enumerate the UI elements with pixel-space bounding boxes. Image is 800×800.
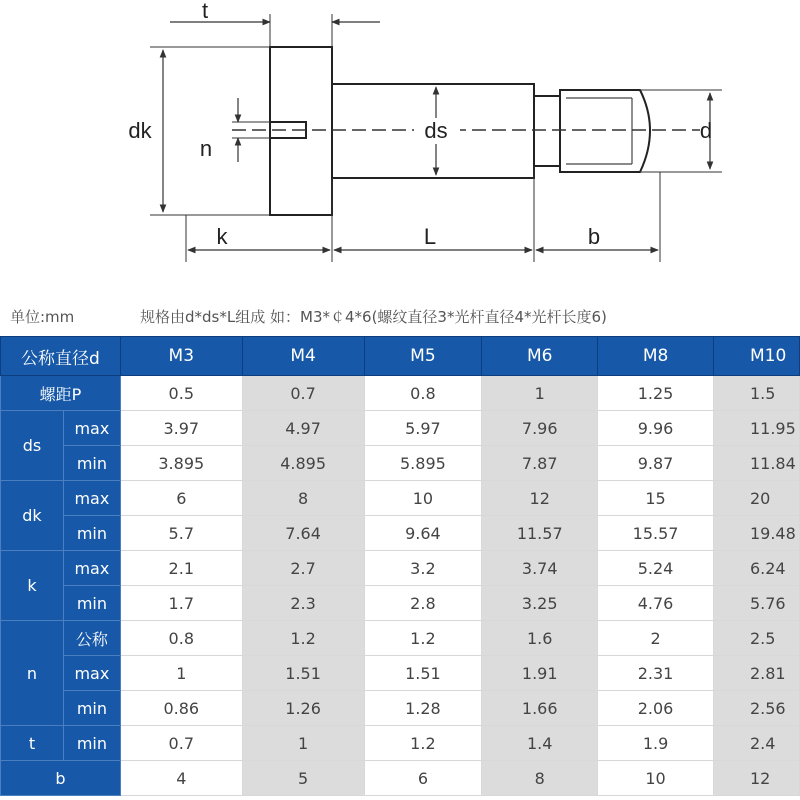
table-cell: 1.4: [482, 726, 598, 761]
header-size: M10: [713, 337, 799, 376]
table-cell: 9.96: [598, 411, 714, 446]
table-cell: 1.26: [242, 691, 364, 726]
table-cell: 2.4: [713, 726, 799, 761]
table-cell: 4.895: [242, 446, 364, 481]
spec-table: [0, 336, 800, 796]
table-cell: 4.76: [598, 586, 714, 621]
header-size: M6: [482, 337, 598, 376]
table-cell: 1: [242, 726, 364, 761]
table-cell: 10: [598, 761, 714, 796]
table-cell: 3.895: [120, 446, 242, 481]
table-cell: 2.31: [598, 656, 714, 691]
table-cell: 0.86: [120, 691, 242, 726]
table-row: [1, 411, 800, 446]
table-row: [1, 516, 800, 551]
table-cell: 1.51: [242, 656, 364, 691]
table-cell: 1.2: [364, 621, 482, 656]
table-cell: 1.9: [598, 726, 714, 761]
row-sublabel: min: [63, 586, 120, 621]
table-cell: 3.74: [482, 551, 598, 586]
table-row: [1, 691, 800, 726]
row-label-n: n: [1, 621, 64, 726]
table-cell: 1.28: [364, 691, 482, 726]
row-sublabel: min: [63, 691, 120, 726]
table-cell: 1.25: [598, 376, 714, 411]
row-label-t: t: [1, 726, 64, 761]
table-cell: 1.2: [364, 726, 482, 761]
table-cell: 12: [713, 761, 799, 796]
table-row: [1, 726, 800, 761]
table-cell: 1: [120, 656, 242, 691]
table-cell: 7.96: [482, 411, 598, 446]
table-cell: 2.81: [713, 656, 799, 691]
header-size: M5: [364, 337, 482, 376]
table-cell: 1.66: [482, 691, 598, 726]
table-cell: 2.1: [120, 551, 242, 586]
table-cell: 2.3: [242, 586, 364, 621]
unit-label: 单位:mm: [10, 308, 75, 326]
unit-spec-line: [0, 298, 800, 336]
table-cell: 2.7: [242, 551, 364, 586]
table-cell: 10: [364, 481, 482, 516]
spec-description: 规格由d*ds*L组成 如：M3*￠4*6(螺纹直径3*光杆直径4*光杆长度6): [140, 308, 607, 326]
table-cell: 11.84: [713, 446, 799, 481]
row-sublabel: max: [63, 481, 120, 516]
header-nominal-diameter: 公称直径d: [1, 337, 121, 376]
table-cell: 0.7: [120, 726, 242, 761]
row-label-ds: ds: [1, 411, 64, 481]
table-header-row: [1, 337, 800, 376]
table-row: [1, 376, 800, 411]
table-cell: 5.76: [713, 586, 799, 621]
table-row: [1, 551, 800, 586]
header-size: M3: [120, 337, 242, 376]
table-cell: 1.7: [120, 586, 242, 621]
table-row: [1, 586, 800, 621]
label-n: n: [199, 136, 213, 161]
label-k: k: [216, 224, 228, 249]
table-cell: 20: [713, 481, 799, 516]
table-cell: 19.48: [713, 516, 799, 551]
table-cell: 3.97: [120, 411, 242, 446]
table-cell: 12: [482, 481, 598, 516]
label-b: b: [587, 224, 601, 249]
table-row: [1, 761, 800, 796]
table-cell: 3.2: [364, 551, 482, 586]
label-ds: ds: [424, 118, 448, 143]
table-cell: 8: [242, 481, 364, 516]
table-cell: 0.5: [120, 376, 242, 411]
table-cell: 0.7: [242, 376, 364, 411]
table-cell: 1.6: [482, 621, 598, 656]
table-cell: 6: [364, 761, 482, 796]
table-cell: 11.95: [713, 411, 799, 446]
table-cell: 1: [482, 376, 598, 411]
table-row: [1, 481, 800, 516]
table-cell: 2.06: [598, 691, 714, 726]
row-sublabel: 公称: [63, 621, 120, 656]
table-row: [1, 621, 800, 656]
table-cell: 15: [598, 481, 714, 516]
table-row: [1, 446, 800, 481]
table-cell: 5.97: [364, 411, 482, 446]
row-label-dk: dk: [1, 481, 64, 551]
table-cell: 5.895: [364, 446, 482, 481]
table-cell: 7.87: [482, 446, 598, 481]
label-d: d: [699, 118, 713, 143]
table-cell: 6: [120, 481, 242, 516]
row-sublabel: max: [63, 656, 120, 691]
table-cell: 15.57: [598, 516, 714, 551]
row-label-k: k: [1, 551, 64, 621]
label-L: L: [423, 224, 437, 249]
label-t: t: [202, 0, 209, 23]
row-sublabel: min: [63, 516, 120, 551]
table-cell: 0.8: [364, 376, 482, 411]
table-cell: 5: [242, 761, 364, 796]
table-cell: 9.64: [364, 516, 482, 551]
table-cell: 0.8: [120, 621, 242, 656]
table-cell: 5.24: [598, 551, 714, 586]
row-sublabel: max: [63, 411, 120, 446]
table-cell: 6.24: [713, 551, 799, 586]
table-cell: 2.8: [364, 586, 482, 621]
row-label-b: b: [1, 761, 121, 796]
table-cell: 9.87: [598, 446, 714, 481]
row-sublabel: max: [63, 551, 120, 586]
table-cell: 3.25: [482, 586, 598, 621]
table-cell: 5.7: [120, 516, 242, 551]
table-cell: 11.57: [482, 516, 598, 551]
table-cell: 4: [120, 761, 242, 796]
table-row: [1, 656, 800, 691]
shoulder-screw-drawing: [0, 0, 800, 298]
table-cell: 1.5: [713, 376, 799, 411]
table-cell: 7.64: [242, 516, 364, 551]
table-cell: 1.2: [242, 621, 364, 656]
row-label-pitch: 螺距P: [1, 376, 121, 411]
table-cell: 8: [482, 761, 598, 796]
header-size: M8: [598, 337, 714, 376]
table-cell: 4.97: [242, 411, 364, 446]
table-cell: 1.51: [364, 656, 482, 691]
header-size: M4: [242, 337, 364, 376]
table-cell: 2: [598, 621, 714, 656]
table-cell: 1.91: [482, 656, 598, 691]
row-sublabel: min: [63, 726, 120, 761]
row-sublabel: min: [63, 446, 120, 481]
table-cell: 2.56: [713, 691, 799, 726]
table-cell: 2.5: [713, 621, 799, 656]
label-dk: dk: [128, 118, 152, 143]
spec-code: d*ds*L: [185, 308, 236, 326]
